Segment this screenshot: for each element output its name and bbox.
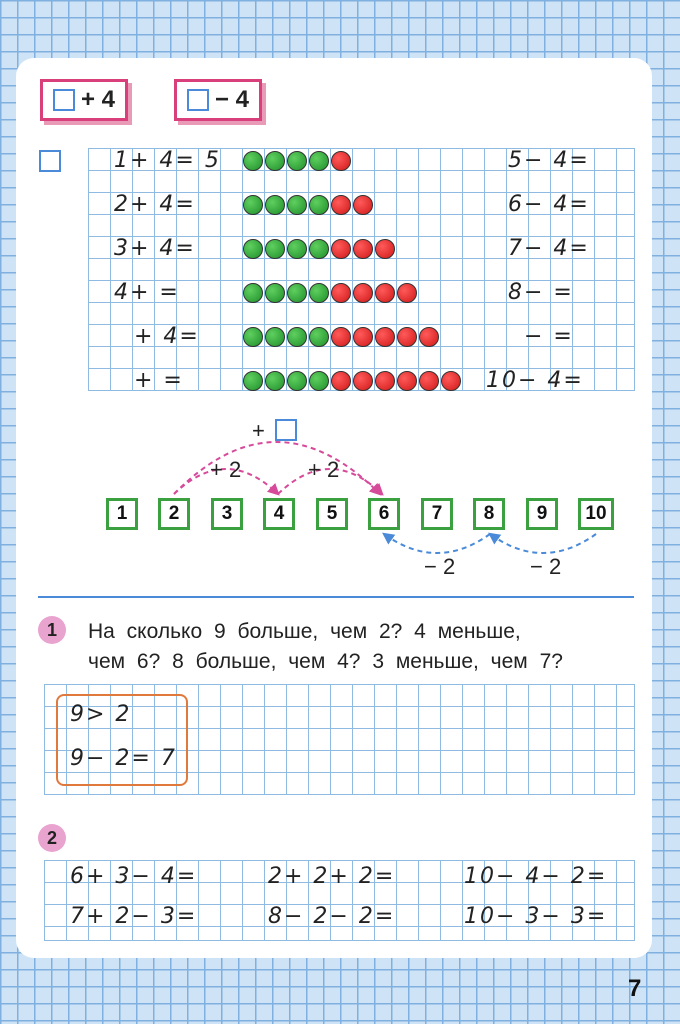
plus-four-text: + 4 <box>81 86 116 113</box>
number-box-2: 2 <box>158 498 190 530</box>
task-2-expr-6: 10− 3− 3= <box>464 904 608 929</box>
minus-four-text: − 4 <box>215 86 250 113</box>
task-1-example-line-1: 9> 2 <box>70 702 132 727</box>
empty-square-icon <box>275 419 297 441</box>
task-2-expr-3: 10− 4− 2= <box>464 864 608 889</box>
task-1-text <box>88 617 636 677</box>
left-expr-1: 1+ 4= 5 <box>114 148 221 173</box>
left-expr-5: + 4= <box>134 324 200 349</box>
right-expr-1: 5− 4= <box>508 148 590 173</box>
task-2-badge: 2 <box>38 824 66 852</box>
plus-big-arrow <box>174 442 380 494</box>
minus-two-label-2: − 2 <box>530 554 562 579</box>
plus-two-label-2: + 2 <box>308 457 340 482</box>
plus-two-label-1: + 2 <box>210 457 242 482</box>
right-expr-6: 10− 4= <box>486 368 584 393</box>
minus-two-label-1: − 2 <box>424 554 456 579</box>
left-expr-2: 2+ 4= <box>114 192 196 217</box>
right-expr-4: 8− = <box>508 280 574 305</box>
number-box-4: 4 <box>263 498 295 530</box>
task-1-example-line-2: 9− 2= 7 <box>70 746 177 771</box>
task-2-expr-2: 2+ 2+ 2= <box>268 864 396 889</box>
minus-two-arrow-2 <box>490 534 596 553</box>
top-plus-label <box>252 418 303 444</box>
task-2-expr-1: 6+ 3− 4= <box>70 864 198 889</box>
right-expr-2: 6− 4= <box>508 192 590 217</box>
minus-two-arrow-1 <box>384 534 490 553</box>
right-expr-5: − = <box>524 324 574 349</box>
task-1-badge: 1 <box>38 616 66 644</box>
number-box-8: 8 <box>473 498 505 530</box>
left-expr-6: + = <box>134 368 184 393</box>
number-box-9: 9 <box>526 498 558 530</box>
page-number: 7 <box>628 975 642 1002</box>
section-divider <box>38 596 634 598</box>
task-2-expr-5: 8− 2− 2= <box>268 904 396 929</box>
number-box-6: 6 <box>368 498 400 530</box>
number-box-10: 10 <box>578 498 614 530</box>
task-1-line-1: На сколько 9 больше, чем 2? 4 меньше, <box>88 620 521 643</box>
number-box-5: 5 <box>316 498 348 530</box>
task-1-line-2: чем 6? 8 больше, чем 4? 3 меньше, чем 7? <box>88 650 563 673</box>
number-box-3: 3 <box>211 498 243 530</box>
task-2-expr-4: 7+ 2− 3= <box>70 904 198 929</box>
number-box-7: 7 <box>421 498 453 530</box>
top-plus-sign: + <box>252 418 265 443</box>
left-expr-3: 3+ 4= <box>114 236 196 261</box>
number-box-1: 1 <box>106 498 138 530</box>
right-expr-3: 7− 4= <box>508 236 590 261</box>
left-expr-4: 4+ = <box>114 280 180 305</box>
